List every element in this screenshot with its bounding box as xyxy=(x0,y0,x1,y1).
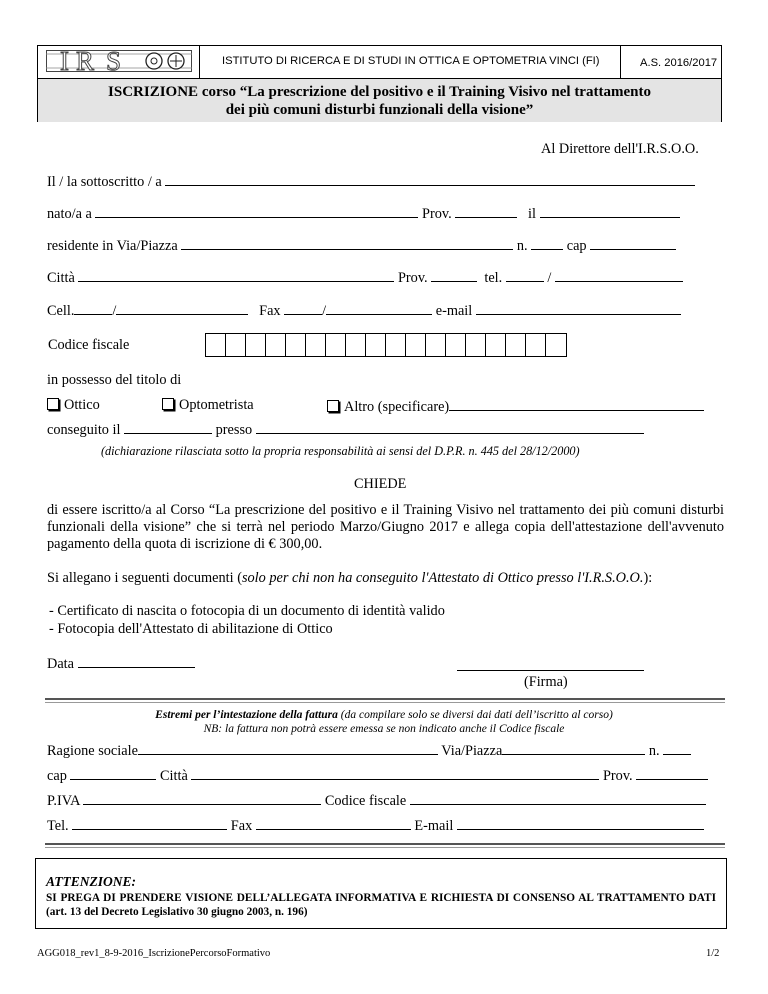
cf-cell[interactable] xyxy=(426,334,446,356)
invoice-row-4 xyxy=(47,816,704,835)
footer-page-number: 1/2 xyxy=(706,948,720,959)
invoice-bottom-rule xyxy=(45,843,725,845)
label-prov-birth: Prov. xyxy=(422,206,452,222)
irsoo-logo xyxy=(46,46,192,76)
checkbox-optometrista[interactable] xyxy=(162,398,174,410)
label-invoice-cap: cap xyxy=(47,768,67,784)
cf-cell[interactable] xyxy=(306,334,326,356)
sottoscritto-field[interactable] xyxy=(165,172,695,186)
cf-cell[interactable] xyxy=(346,334,366,356)
cf-cell[interactable] xyxy=(206,334,226,356)
piva-field[interactable] xyxy=(83,791,321,805)
row-data xyxy=(47,654,195,673)
label-n: n. xyxy=(516,238,528,254)
presso-field[interactable] xyxy=(256,420,644,434)
signature-field[interactable] xyxy=(457,657,644,671)
label-nato: nato/a a xyxy=(47,206,92,222)
invoice-nb: NB: la fattura non potrà essere emessa se non indicato anche il Codice fiscale xyxy=(203,723,565,735)
attention-text: SI PREGA DI PRENDERE VISIONE DELL’ALLEGATA INFORMATIVA E RICHIESTA DI CONSENSO AL TRATTAMENTO DATI (art. 13 del Decreto Legislativo 30 giugno 2003, n. 196) xyxy=(46,892,716,918)
invoice-heading-rest: (da compilare solo se diversi dai dati dell’iscritto al corso) xyxy=(337,709,613,721)
title-band xyxy=(38,78,721,122)
option-optometrista[interactable] xyxy=(162,397,254,414)
invoice-top-rule-thin xyxy=(45,702,725,703)
label-invoice-via: Via/Piazza xyxy=(441,743,503,759)
attention-box xyxy=(35,858,727,929)
logo-letter-3: S xyxy=(106,46,122,76)
cf-cell[interactable] xyxy=(226,334,246,356)
attachment-item-1: - Certificato di nascita o fotocopia di un documento di identità valido xyxy=(49,603,445,619)
fax-slash: / xyxy=(322,303,327,319)
header-row xyxy=(38,46,721,78)
tel-number-field[interactable] xyxy=(555,268,683,282)
invoice-bottom-rule-thin xyxy=(45,847,725,848)
label-invoice-cf: Codice fiscale xyxy=(324,793,407,809)
conseguito-date-field[interactable] xyxy=(124,420,212,434)
chiede-heading: CHIEDE xyxy=(354,476,407,492)
cf-cell[interactable] xyxy=(486,334,506,356)
invoice-tel-field[interactable] xyxy=(72,816,227,830)
cell-prefix-field[interactable] xyxy=(74,301,112,315)
attention-title: ATTENZIONE: xyxy=(46,874,137,889)
ragione-field[interactable] xyxy=(138,741,438,755)
row-nascita xyxy=(47,204,680,223)
tel-slash: / xyxy=(547,270,552,286)
label-firma: (Firma) xyxy=(524,674,568,690)
invoice-email-field[interactable] xyxy=(457,816,704,830)
label-sottoscritto: Il / la sottoscritto / a xyxy=(47,174,162,190)
invoice-city-field[interactable] xyxy=(191,766,599,780)
form-title xyxy=(38,83,721,119)
cf-cell[interactable] xyxy=(466,334,486,356)
row-residenza xyxy=(47,236,676,255)
footer-doc-code: AGG018_rev1_8-9-2016_IscrizionePercorsoFormativo xyxy=(37,948,271,959)
codice-fiscale-grid[interactable] xyxy=(205,333,567,357)
cap-field[interactable] xyxy=(590,236,676,250)
date-field[interactable] xyxy=(78,654,195,668)
addressee: Al Direttore dell'I.R.S.O.O. xyxy=(541,141,699,157)
label-il: il xyxy=(527,206,536,222)
year-cell xyxy=(621,46,721,78)
label-invoice-tel: Tel. xyxy=(47,818,69,834)
label-presso: presso xyxy=(215,422,253,438)
cf-cell[interactable] xyxy=(506,334,526,356)
cf-cell[interactable] xyxy=(386,334,406,356)
label-conseguito: conseguito il xyxy=(47,422,121,438)
house-number-field[interactable] xyxy=(531,236,563,250)
cf-cell[interactable] xyxy=(326,334,346,356)
row-citta xyxy=(47,268,683,287)
invoice-cf-field[interactable] xyxy=(410,791,706,805)
invoice-row-2 xyxy=(47,766,708,785)
tel-prefix-field[interactable] xyxy=(506,268,544,282)
option-ottico[interactable] xyxy=(47,397,100,414)
label-data: Data xyxy=(47,656,74,672)
label-ragione: Ragione sociale xyxy=(47,743,138,759)
attach-intro-close: ): xyxy=(643,570,653,586)
invoice-number-field[interactable] xyxy=(663,741,691,755)
invoice-cap-field[interactable] xyxy=(70,766,156,780)
label-ottico: Ottico xyxy=(64,397,100,413)
header-box xyxy=(37,45,722,122)
cf-cell[interactable] xyxy=(546,334,566,356)
invoice-heading-bold: Estremi per l’intestazione della fattura xyxy=(155,709,338,721)
birth-prov-field[interactable] xyxy=(455,204,517,218)
altro-field[interactable] xyxy=(449,397,704,411)
option-altro[interactable] xyxy=(327,397,704,416)
cell-number-field[interactable] xyxy=(116,301,248,315)
label-optometrista: Optometrista xyxy=(179,397,254,413)
attachments-intro xyxy=(47,570,652,587)
label-codice-fiscale: Codice fiscale xyxy=(48,337,130,353)
invoice-address-field[interactable] xyxy=(502,741,645,755)
label-invoice-n: n. xyxy=(648,743,660,759)
checkbox-ottico[interactable] xyxy=(47,398,59,410)
label-fax: Fax xyxy=(259,303,281,319)
address-field[interactable] xyxy=(181,236,513,250)
fax-prefix-field[interactable] xyxy=(284,301,322,315)
label-email: e-mail xyxy=(435,303,473,319)
label-invoice-citta: Città xyxy=(160,768,188,784)
label-invoice-email: E-mail xyxy=(414,818,454,834)
attach-intro-text: Si allegano i seguenti documenti ( xyxy=(47,570,242,586)
invoice-top-rule xyxy=(45,698,725,700)
cf-cell[interactable] xyxy=(246,334,266,356)
label-titolo: in possesso del titolo di xyxy=(47,372,182,388)
checkbox-altro[interactable] xyxy=(327,400,339,412)
row-conseguito xyxy=(47,420,644,439)
invoice-fax-field[interactable] xyxy=(256,816,411,830)
form-title-bold: ISCRIZIONE xyxy=(108,84,199,100)
institute-name: ISTITUTO DI RICERCA E DI STUDI IN OTTICA E OPTOMETRIA VINCI (FI) xyxy=(222,55,600,67)
cf-cell[interactable] xyxy=(446,334,466,356)
attach-intro-italic: solo per chi non ha conseguito l'Attestato di Ottico presso l'I.R.S.O.O. xyxy=(241,570,644,586)
declaration-note: (dichiarazione rilasciata sotto la propria responsabilità ai sensi del D.P.R. n. 445 del 28/12/2000) xyxy=(101,444,580,458)
logo-letter-1: I xyxy=(60,46,69,76)
form-title-rest: corso “La prescrizione del positivo e il Training Visivo nel trattamento xyxy=(198,84,651,100)
label-cell: Cell. xyxy=(47,303,75,319)
cf-cell[interactable] xyxy=(286,334,306,356)
invoice-row-1 xyxy=(47,741,691,760)
row-contatti xyxy=(47,301,681,320)
label-residente: residente in Via/Piazza xyxy=(47,238,178,254)
label-tel: tel. xyxy=(484,270,503,286)
logo-letter-2: R xyxy=(76,46,95,76)
label-piva: P.IVA xyxy=(47,793,80,809)
attachment-item-2: - Fotocopia dell'Attestato di abilitazione di Ottico xyxy=(49,621,333,637)
label-prov-city: Prov. xyxy=(397,270,428,286)
request-paragraph: di essere iscritto/a al Corso “La prescrizione del positivo e il Training Visivo nel trattamento dei più comuni disturbi funzionali della visione” che si terrà nel periodo Marzo/Giugno 2017 e allega copia dell'attestazione dell'avvenuto pagamento della quota di iscrizione di € 300,00. xyxy=(47,502,724,552)
invoice-prov-field[interactable] xyxy=(636,766,708,780)
cf-cell[interactable] xyxy=(526,334,546,356)
cf-cell[interactable] xyxy=(406,334,426,356)
cf-cell[interactable] xyxy=(366,334,386,356)
city-field[interactable] xyxy=(78,268,394,282)
logo-cell xyxy=(38,46,200,78)
invoice-heading xyxy=(0,708,768,736)
row-sottoscritto xyxy=(47,172,695,191)
label-cap: cap xyxy=(566,238,587,254)
birthdate-field[interactable] xyxy=(540,204,680,218)
email-field[interactable] xyxy=(476,301,681,315)
city-prov-field[interactable] xyxy=(431,268,477,282)
label-invoice-fax: Fax xyxy=(230,818,253,834)
label-altro: Altro (specificare) xyxy=(344,399,450,415)
academic-year: A.S. 2016/2017 xyxy=(640,57,718,69)
invoice-row-3 xyxy=(47,791,706,810)
fax-number-field[interactable] xyxy=(326,301,432,315)
cell-slash: / xyxy=(112,303,117,319)
institute-cell xyxy=(200,46,621,78)
cf-cell[interactable] xyxy=(266,334,286,356)
birthplace-field[interactable] xyxy=(95,204,418,218)
label-citta: Città xyxy=(47,270,75,286)
label-invoice-prov: Prov. xyxy=(602,768,633,784)
form-title-line2: dei più comuni disturbi funzionali della visione” xyxy=(225,102,534,118)
